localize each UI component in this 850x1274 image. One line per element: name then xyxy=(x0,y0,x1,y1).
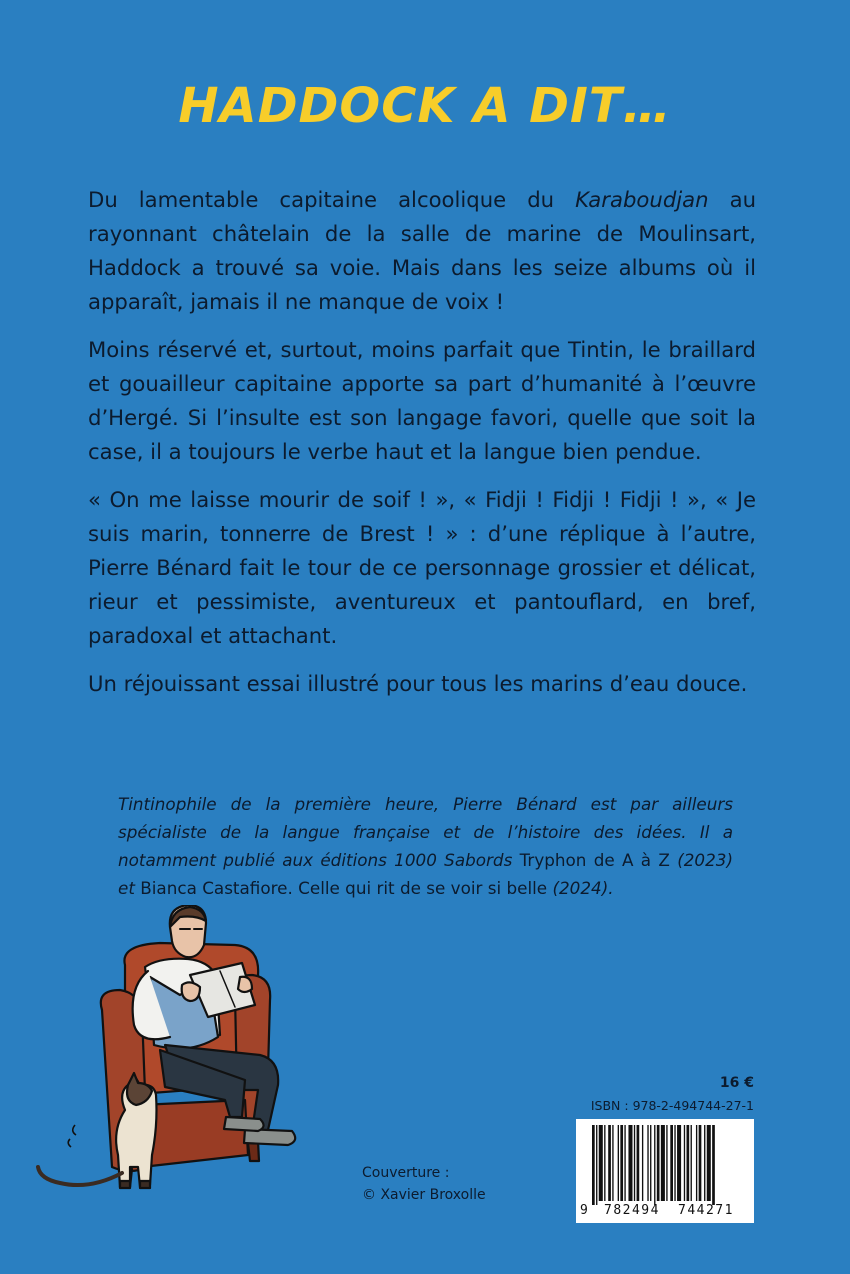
author-bio xyxy=(118,790,733,902)
blurb xyxy=(88,183,756,715)
barcode-right-digits: 744271 xyxy=(678,1203,734,1218)
barcode-first-digit: 9 xyxy=(580,1203,588,1218)
reading-man-illustration xyxy=(30,905,360,1225)
barcode-bar xyxy=(657,1125,660,1201)
credit-line-2: © Xavier Broxolle xyxy=(362,1187,486,1203)
bio-book-2: Bianca Castafiore. Celle qui rit de se voir si belle xyxy=(140,878,548,898)
barcode-bar xyxy=(599,1125,603,1201)
bio-text-2: (2023) et xyxy=(118,850,733,898)
blurb-paragraph-2: Moins réservé et, surtout, moins parfait que Tintin, le braillard et gouailleur capitaine apporte sa part d’humanité à l’œuvre d’Hergé. Si l’insulte est son langage favori, quelle que soit la case, il a toujours le verbe haut et la langue bien pendue. xyxy=(88,337,756,464)
barcode-bar xyxy=(712,1125,715,1205)
barcode-bar xyxy=(696,1125,697,1201)
barcode-bar xyxy=(624,1125,625,1201)
cover-credit xyxy=(362,1162,486,1206)
barcode-bar xyxy=(654,1125,655,1205)
barcode-bar xyxy=(687,1125,690,1201)
p1-ship-name: Karaboudjan xyxy=(575,187,709,212)
bio-text-3: (2024). xyxy=(547,878,614,898)
barcode-bar xyxy=(666,1125,667,1201)
barcode-bars xyxy=(576,1119,754,1205)
barcode-bar xyxy=(647,1125,648,1201)
barcode-bar xyxy=(684,1125,685,1201)
book-title: HADDOCK A DIT… xyxy=(178,78,672,134)
blurb-paragraph-1 xyxy=(88,183,756,319)
barcode-bar xyxy=(620,1125,623,1201)
p1-text-start: Du lamentable capitaine alcoolique du xyxy=(88,187,576,212)
barcode-bar xyxy=(699,1125,702,1201)
barcode-bar xyxy=(661,1125,665,1201)
barcode-bar xyxy=(707,1125,711,1201)
bio-book-1: Tryphon de A à Z xyxy=(519,850,670,870)
barcode-bar xyxy=(592,1125,595,1205)
barcode-bar xyxy=(608,1125,611,1201)
barcode-bar xyxy=(604,1125,605,1201)
barcode-bar xyxy=(596,1125,597,1205)
p1-text-end: au rayonnant châtelain de la salle de marine de Moulinsart, Haddock a trouvé sa voie. Mais dans les seize albums où il apparaît, jamais il ne manque de voix ! xyxy=(88,187,757,314)
barcode-bar xyxy=(634,1125,635,1201)
barcode-left-digits: 782494 xyxy=(604,1203,660,1218)
barcode-bar xyxy=(612,1125,613,1201)
barcode-bar xyxy=(628,1125,632,1201)
price: 16 € xyxy=(719,1075,754,1091)
barcode-bar xyxy=(677,1125,681,1201)
isbn: ISBN : 978-2-494744-27-1 xyxy=(590,1098,754,1113)
barcode-bar xyxy=(674,1125,675,1201)
barcode-bar xyxy=(637,1125,640,1201)
barcode-bar xyxy=(650,1125,651,1201)
barcode-bar xyxy=(704,1125,705,1201)
barcode-bar xyxy=(670,1125,673,1201)
barcode xyxy=(576,1119,754,1223)
blurb-paragraph-4: Un réjouissant essai illustré pour tous les marins d’eau douce. xyxy=(88,671,748,696)
credit-line-1: Couverture : xyxy=(362,1165,450,1181)
blurb-paragraph-3: « On me laisse mourir de soif ! », « Fidji ! Fidji ! Fidji ! », « Je suis marin, tonnerre de Brest ! » : d’une réplique à l’autre, Pierre Bénard fait le tour de ce personnage grossier et délicat, rieur et pessimiste, aventureux et pantouflard, en bref, paradoxal et attachant. xyxy=(88,487,756,648)
barcode-bar xyxy=(691,1125,692,1201)
barcode-bar xyxy=(642,1125,643,1201)
bio-text-1: Tintinophile de la première heure, Pierre Bénard est par ailleurs spécialiste de la langue française et de l’histoire des idées. Il a notamment publié aux éditions 1000 Sabords xyxy=(118,794,733,870)
barcode-bar xyxy=(618,1125,619,1201)
